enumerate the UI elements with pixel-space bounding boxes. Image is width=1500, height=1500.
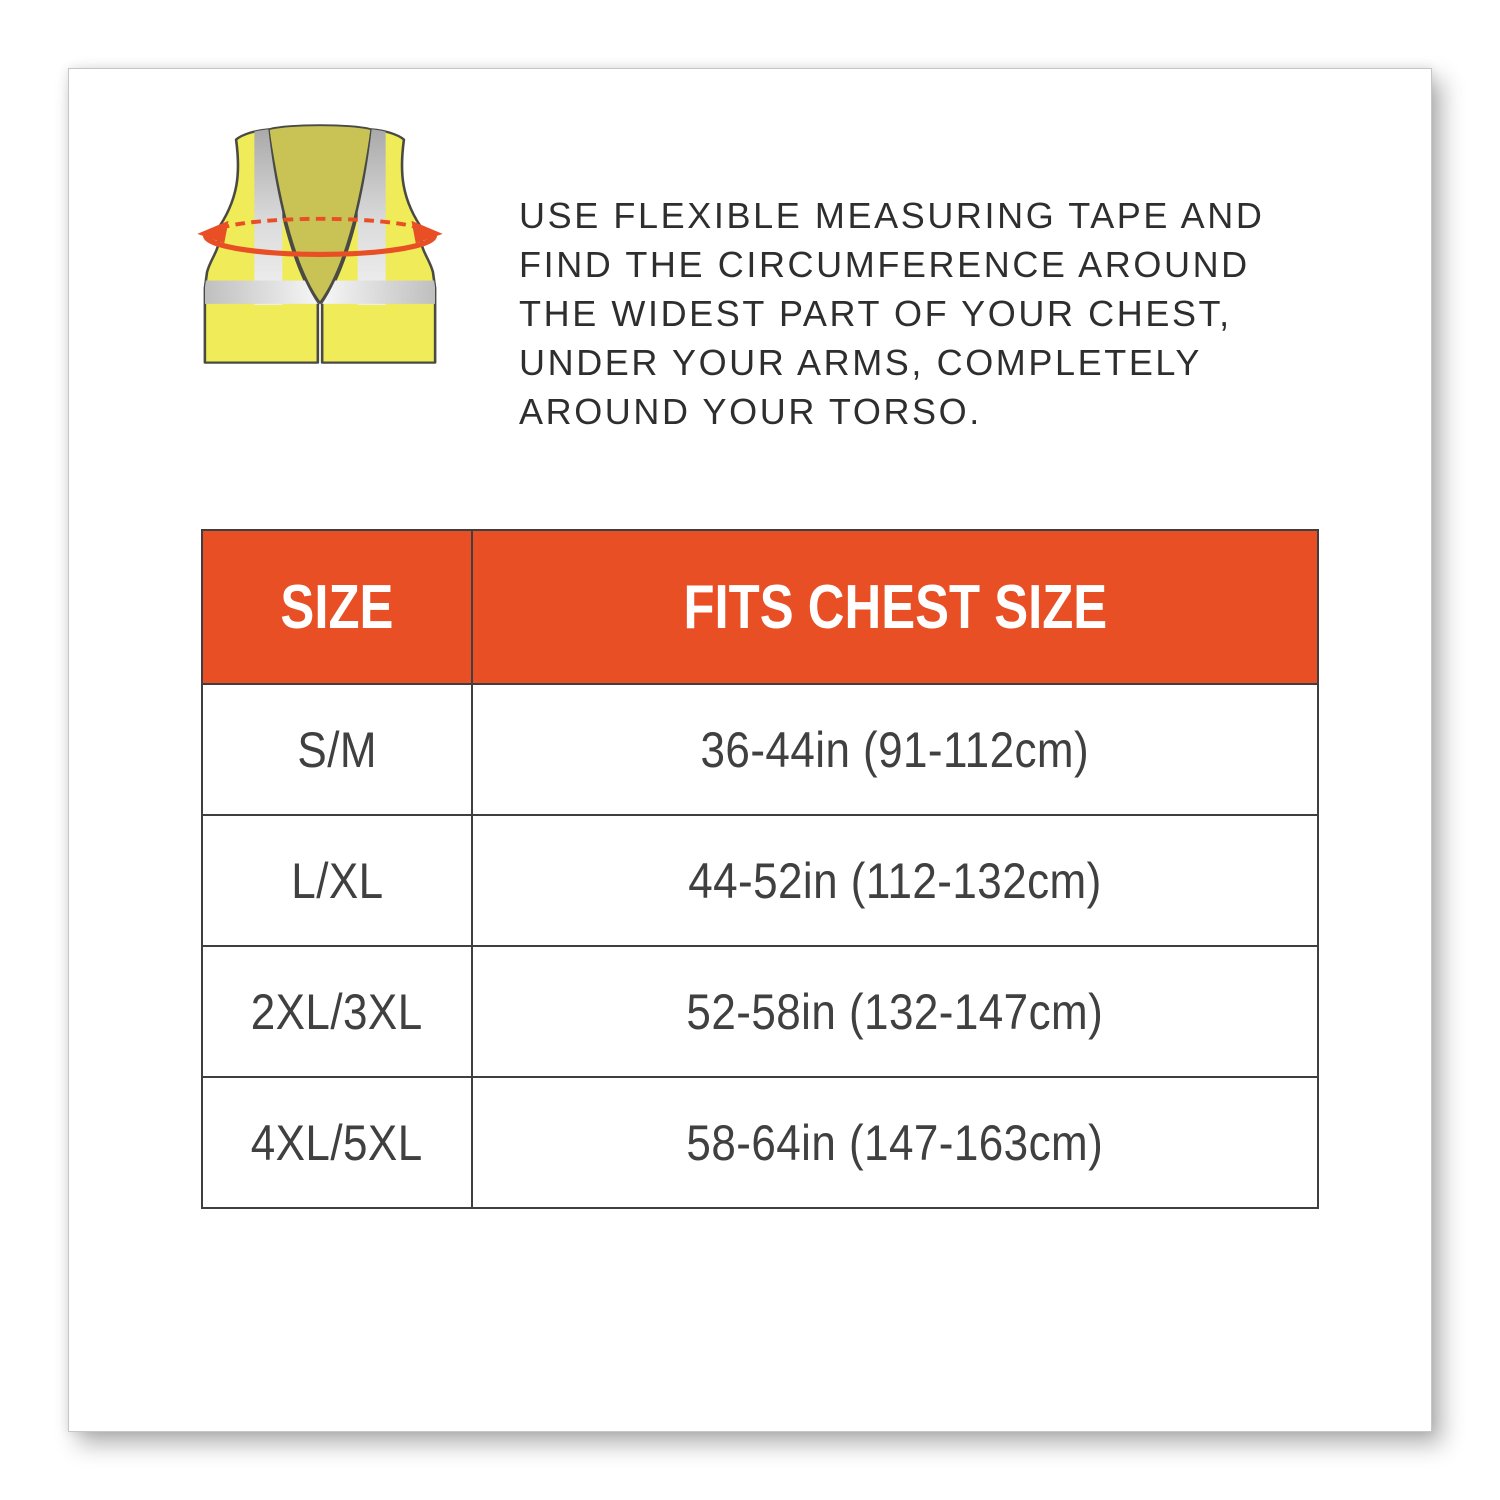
size-cell [202, 684, 472, 815]
size-value: S/M [297, 721, 377, 778]
size-value: L/XL [290, 852, 384, 909]
chest-cell [472, 1077, 1318, 1208]
size-value: 2XL/3XL [251, 983, 423, 1040]
size-chart-card [68, 68, 1432, 1432]
instruction-line: AROUND YOUR TORSO. [519, 391, 982, 432]
size-cell [202, 815, 472, 946]
hi-vis-vest-icon [164, 120, 476, 372]
table-header-row [202, 530, 1318, 684]
size-column-header [202, 530, 472, 684]
chest-value: 52-58in (132-147cm) [686, 983, 1104, 1040]
instruction-line: FIND THE CIRCUMFERENCE AROUND [519, 244, 1250, 285]
chest-column-header [472, 530, 1318, 684]
table-row [202, 946, 1318, 1077]
measuring-instructions [519, 191, 1379, 436]
table-row [202, 1077, 1318, 1208]
vest-illustration [164, 120, 476, 372]
size-value: 4XL/5XL [251, 1114, 423, 1171]
chest-cell [472, 815, 1318, 946]
size-cell [202, 946, 472, 1077]
chest-value: 44-52in (112-132cm) [688, 852, 1102, 909]
size-chart-table [201, 529, 1319, 1209]
chest-value: 58-64in (147-163cm) [686, 1114, 1104, 1171]
table-row [202, 815, 1318, 946]
chest-value: 36-44in (91-112cm) [700, 721, 1090, 778]
instruction-line: USE FLEXIBLE MEASURING TAPE AND [519, 195, 1265, 236]
instruction-line: UNDER YOUR ARMS, COMPLETELY [519, 342, 1202, 383]
size-cell [202, 1077, 472, 1208]
instruction-line: THE WIDEST PART OF YOUR CHEST, [519, 293, 1232, 334]
size-header-label: SIZE [280, 572, 394, 642]
chest-header-label: FITS CHEST SIZE [683, 572, 1107, 642]
table-row [202, 684, 1318, 815]
chest-cell [472, 946, 1318, 1077]
chest-cell [472, 684, 1318, 815]
